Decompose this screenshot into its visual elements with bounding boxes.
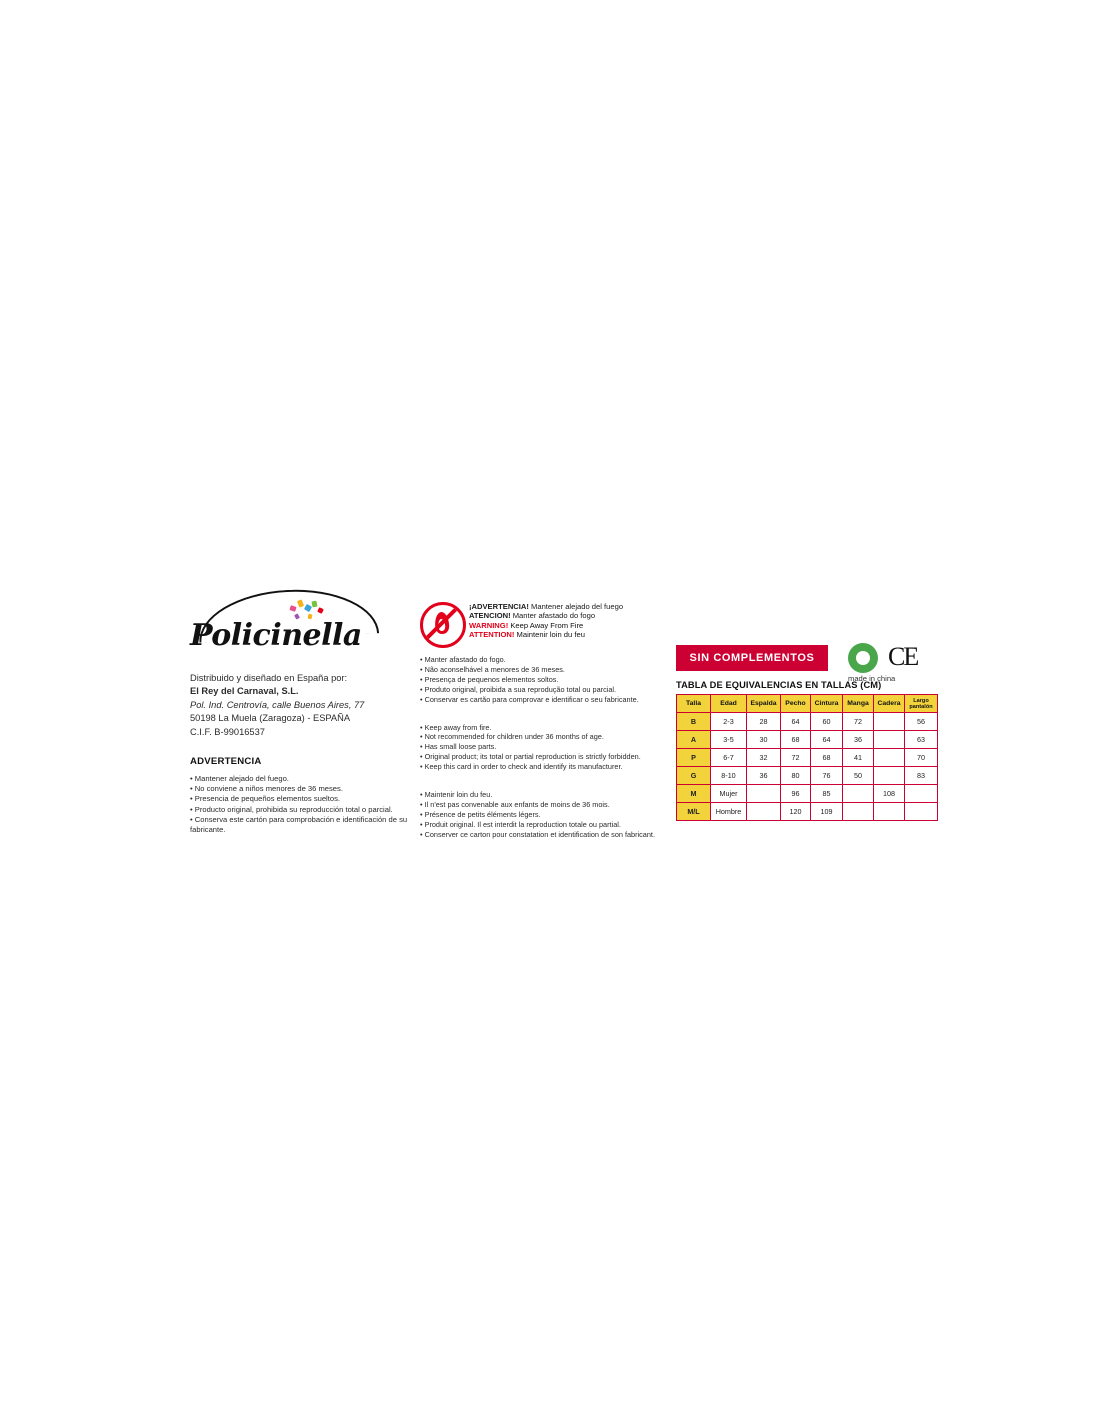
list-item: • Maintenir loin du feu. (420, 790, 493, 800)
advertencia-bullets (190, 774, 420, 835)
cell-talla: P (677, 749, 711, 767)
ce-mark-icon: CE (888, 642, 918, 671)
cell-cadera (874, 767, 905, 785)
made-in-label: made in china (848, 674, 896, 683)
prohibition-bar (424, 605, 459, 640)
cell-talla: M (677, 785, 711, 803)
cell-edad: 3-5 (711, 731, 747, 749)
fire-warning-lang: ¡ADVERTENCIA! (469, 602, 529, 611)
cell-largo: 83 (905, 767, 938, 785)
fire-warning-body: Maintenir loin du feu (514, 630, 585, 640)
list-item: • Conserver ce carton pour constatation et identification de son fabricant. (420, 829, 655, 839)
brand-logo (190, 588, 390, 658)
list-item: • Présence de petits éléments légers. (420, 809, 541, 819)
logo-wordmark: Policinella (190, 618, 362, 653)
cell-pecho: 120 (781, 803, 811, 821)
fire-warning-text (469, 602, 623, 640)
fire-warning-lang: WARNING! (469, 620, 509, 630)
cell-espalda: 36 (747, 767, 781, 785)
fire-warning-line (469, 621, 623, 630)
column-header-cintura: Cintura (811, 695, 843, 713)
fire-warning-header (420, 602, 655, 646)
left-column (190, 588, 420, 835)
cell-pecho: 80 (781, 767, 811, 785)
column-header-espalda: Espalda (747, 695, 781, 713)
cell-talla: B (677, 713, 711, 731)
cell-cintura: 109 (811, 803, 843, 821)
column-header-largo-line1: Largo (913, 697, 929, 704)
list-item: • Not recommended for children under 36 months of age. (420, 732, 604, 742)
cell-pecho: 64 (781, 713, 811, 731)
list-item: • Has small loose parts. (420, 742, 497, 752)
column-header-talla: Talla (677, 695, 711, 713)
company-address-line-1: Pol. Ind. Centrovía, calle Buenos Aires, 77 (190, 699, 365, 710)
company-address-line-2: 50198 La Muela (Zaragoza) - ESPAÑA (190, 713, 351, 724)
list-item: • Original product; its total or partial reproduction is strictly forbidden. (420, 752, 641, 762)
table-row (677, 713, 938, 731)
column-header-manga: Manga (843, 695, 874, 713)
cell-cadera (874, 731, 905, 749)
fire-warning-line (469, 602, 623, 611)
cell-pecho: 72 (781, 749, 811, 767)
column-header-largo-pantalon (905, 695, 938, 713)
middle-column (420, 602, 655, 840)
cell-cintura: 85 (811, 785, 843, 803)
size-equivalence-table (676, 694, 938, 821)
cell-cadera (874, 803, 905, 821)
list-item: • Produit original. Il est interdit la reproduction totale ou partial. (420, 819, 621, 829)
cell-edad: 6-7 (711, 749, 747, 767)
cell-talla: M/L (677, 803, 711, 821)
cell-cintura: 64 (811, 731, 843, 749)
table-row (677, 731, 938, 749)
fire-warning-line (469, 611, 623, 620)
cell-cintura: 76 (811, 767, 843, 785)
cell-manga: 36 (843, 731, 874, 749)
right-column (676, 642, 946, 821)
advertencia-title: ADVERTENCIA (190, 756, 262, 768)
status-badge: SIN COMPLEMENTOS (676, 645, 828, 671)
cell-talla: A (677, 731, 711, 749)
cell-cintura: 68 (811, 749, 843, 767)
cell-largo (905, 803, 938, 821)
cell-espalda: 30 (747, 731, 781, 749)
fire-warning-lang: ATTENTION! (469, 630, 515, 640)
list-item: • Produto original, proibida a sua reprodução total ou parcial. (420, 684, 617, 694)
recycle-icon (848, 643, 878, 673)
warning-list-fr (420, 790, 655, 840)
list-item: • Il n'est pas convenable aux enfants de moins de 36 mois. (420, 799, 610, 809)
table-header-row (677, 695, 938, 713)
table-row (677, 785, 938, 803)
cell-edad: 8-10 (711, 767, 747, 785)
cell-largo: 56 (905, 713, 938, 731)
table-row (677, 767, 938, 785)
list-item: • Keep away from fire. (420, 722, 492, 732)
list-item: • Keep this card in order to check and identify its manufacturer. (420, 762, 623, 772)
cell-espalda (747, 803, 781, 821)
company-cif: C.I.F. B-99016537 (190, 726, 265, 737)
cell-pecho: 96 (781, 785, 811, 803)
fire-warning-line (469, 630, 623, 639)
cell-edad: 2-3 (711, 713, 747, 731)
cell-espalda (747, 785, 781, 803)
distributed-by-label: Distribuido y diseñado en España por: (190, 673, 348, 683)
cell-cadera (874, 713, 905, 731)
cell-manga: 50 (843, 767, 874, 785)
fire-warning-lang: ATENCION! (469, 611, 511, 621)
no-fire-icon (420, 602, 466, 648)
table-row (677, 749, 938, 767)
list-item: • No conviene a niños menores de 36 meses. (190, 784, 343, 794)
cell-largo (905, 785, 938, 803)
list-item: • Conservar es cartão para comprovar e identificar o seu fabricante. (420, 694, 639, 704)
list-item: • Conserva este cartón para comprobación e identificación de su fabricante. (190, 814, 408, 835)
warning-list-pt (420, 655, 655, 705)
column-header-edad: Edad (711, 695, 747, 713)
cell-manga: 72 (843, 713, 874, 731)
cell-cintura: 60 (811, 713, 843, 731)
cell-largo: 70 (905, 749, 938, 767)
cell-manga (843, 785, 874, 803)
cell-manga: 41 (843, 749, 874, 767)
cell-largo: 63 (905, 731, 938, 749)
company-name: El Rey del Carnaval, S.L. (190, 686, 299, 697)
column-header-largo-line2: pantalón (909, 703, 933, 710)
fire-warning-body: Manter afastado do fogo (510, 611, 596, 621)
cell-espalda: 32 (747, 749, 781, 767)
list-item: • Mantener alejado del fuego. (190, 774, 289, 784)
cell-edad: Hombre (711, 803, 747, 821)
table-row (677, 803, 938, 821)
column-header-pecho: Pecho (781, 695, 811, 713)
cell-edad: Mujer (711, 785, 747, 803)
list-item: • Não aconselhável a menores de 36 meses. (420, 664, 565, 674)
warning-list-en (420, 723, 655, 773)
fire-warning-body: Keep Away From Fire (508, 620, 584, 630)
list-item: • Presencia de pequeños elementos sueltos. (190, 794, 340, 804)
list-item: • Producto original, prohibida su reproducción total o parcial. (190, 804, 393, 814)
fire-warning-body: Mantener alejado del fuego (528, 602, 624, 611)
cell-espalda: 28 (747, 713, 781, 731)
cell-cadera (874, 749, 905, 767)
certification-marks (848, 643, 948, 691)
cell-cadera: 108 (874, 785, 905, 803)
list-item: • Presença de pequenos elementos soltos. (420, 674, 559, 684)
cell-talla: G (677, 767, 711, 785)
column-header-cadera: Cadera (874, 695, 905, 713)
company-address (190, 672, 420, 739)
cell-pecho: 68 (781, 731, 811, 749)
cell-manga (843, 803, 874, 821)
list-item: • Manter afastado do fogo. (420, 655, 506, 664)
size-table-title: TABLA DE EQUIVALENCIAS EN TALLAS (CM) (676, 680, 882, 690)
